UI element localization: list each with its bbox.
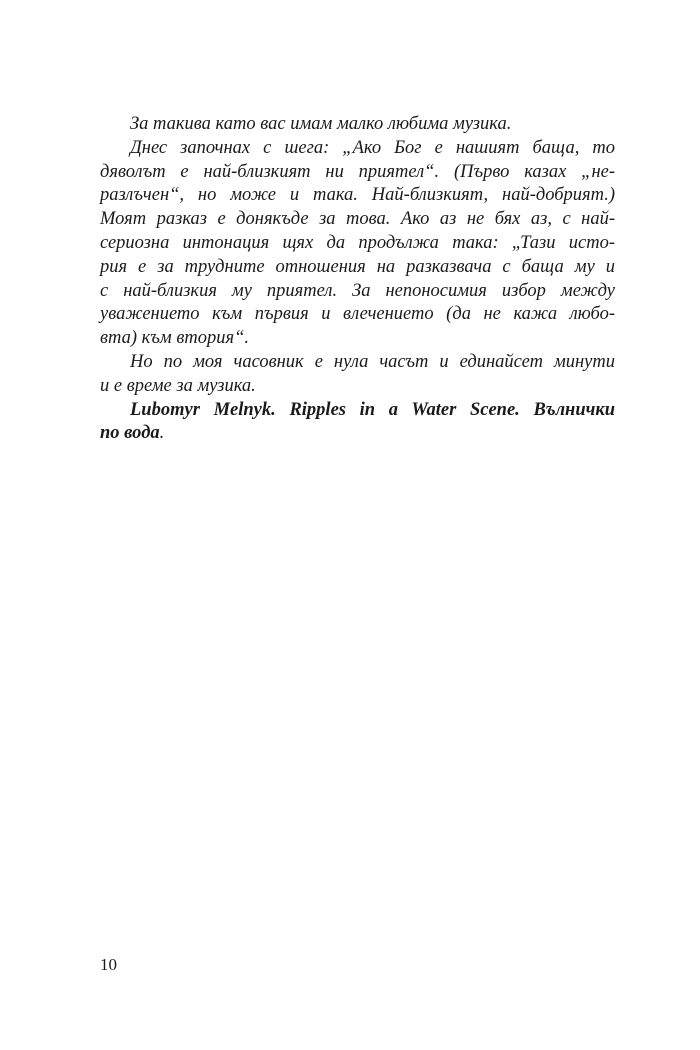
- music-reference-line-1: Lubomyr Melnyk. Ripples in a Water Scene. Вълнички: [130, 399, 615, 420]
- paragraph-3-line-2: и е време за музика.: [100, 375, 256, 396]
- music-reference-title-end: по вода: [100, 423, 160, 444]
- paragraph-2-line-5: сериозна интонация щях да продължа така: „Тази исто-: [100, 232, 615, 253]
- paragraph-2-line-1: Днес започнах с шега: „Ако Бог е нашият баща, то: [130, 137, 615, 158]
- music-reference-line-2: [100, 422, 615, 446]
- paragraph-2-line-9: вта) към втория“.: [100, 328, 249, 349]
- page-number: 10: [100, 955, 117, 974]
- paragraph-2-line-6: рия е за трудните отношения на разказвача с баща му и: [100, 256, 615, 277]
- paragraph-2-line-3: разлъчен“, но може и така. Най-близкият, най-добрият.): [100, 185, 615, 206]
- body-text: [100, 113, 615, 446]
- paragraph-2-line-7: с най-близкия му приятел. За непоносимия избор между: [100, 280, 615, 301]
- paragraph-2-line-2: дяволът е най-близкият ни приятел“. (Първо казах „не-: [100, 161, 615, 182]
- paragraph-3-line-1: Но по моя часовник е нула часът и единайсет минути: [130, 351, 615, 372]
- paragraph-1-line-1: За такива като вас имам малко любима музика.: [130, 114, 512, 134]
- paragraph-2-line-4: Моят разказ е донякъде за това. Ако аз не бях аз, с най-: [100, 209, 615, 230]
- paragraph-2-line-8: уважението към първия и влечението (да не кажа любо-: [100, 304, 615, 325]
- music-reference-period: .: [159, 423, 165, 444]
